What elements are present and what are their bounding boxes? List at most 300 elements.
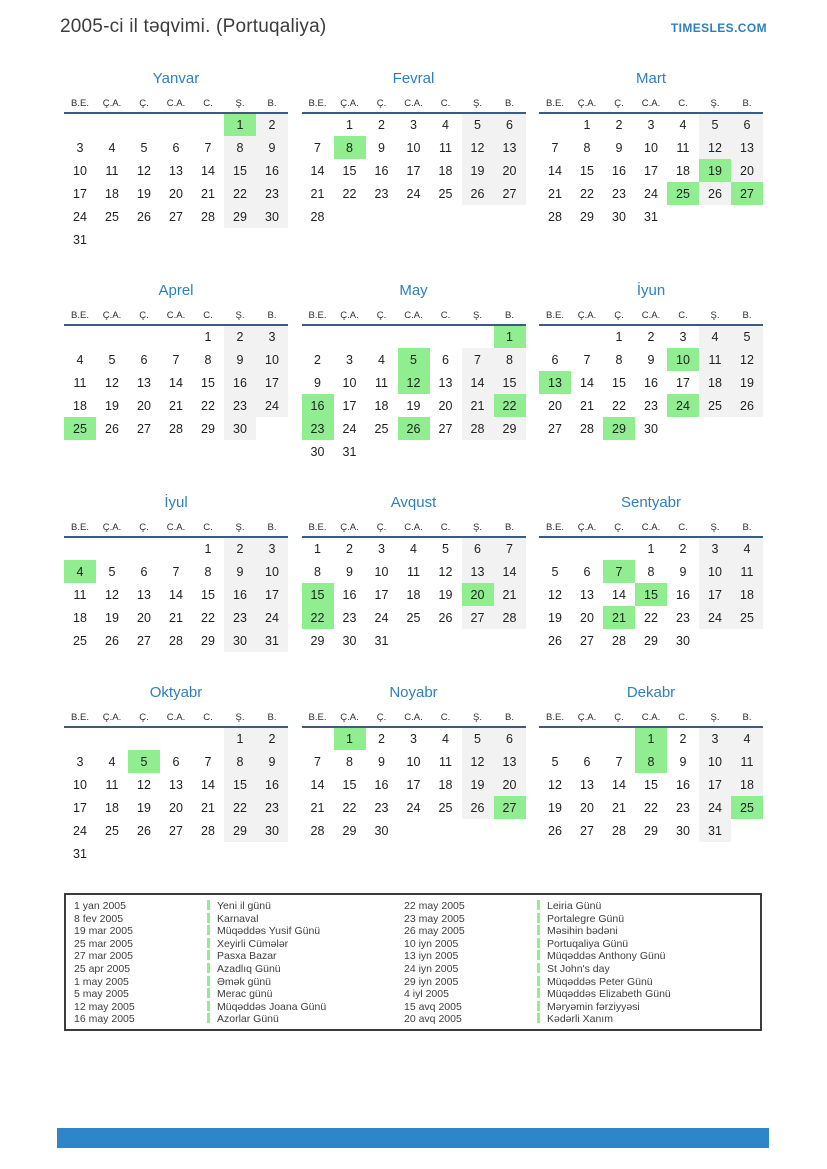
day-cell: 25	[64, 417, 96, 440]
day-cell: 18	[73, 610, 87, 625]
legend-holiday-name: Azorlar Günü	[207, 1013, 404, 1026]
day-cell: 18	[438, 163, 453, 178]
day-cell: 19	[105, 610, 119, 625]
day-cell: 6	[172, 754, 180, 769]
month-i̇yul	[63, 494, 289, 684]
day-cell: 24	[256, 606, 288, 629]
day-cell	[603, 727, 635, 750]
day-cell: 24	[256, 394, 288, 417]
day-cell: 3	[378, 542, 385, 556]
day-cell: 30	[224, 417, 256, 440]
day-cell: 11	[731, 750, 763, 773]
site-link[interactable]: TIMESLES.COM	[670, 21, 767, 35]
weekday-header: B.E.	[302, 708, 334, 727]
weekday-header: B.	[494, 518, 526, 537]
day-cell: 13	[580, 777, 594, 792]
day-cell: 9	[378, 140, 385, 155]
day-cell: 24	[644, 186, 658, 201]
day-cell: 4	[442, 732, 449, 746]
day-cell: 29	[201, 633, 215, 648]
day-cell: 18	[731, 773, 763, 796]
weekday-header: Ç.	[366, 708, 398, 727]
day-cell: 5	[462, 113, 494, 136]
day-cell: 15	[580, 163, 594, 178]
day-cell: 19	[406, 398, 421, 413]
day-cell: 6	[172, 140, 180, 155]
day-cell: 14	[169, 375, 183, 390]
weekday-header: Ç.	[603, 518, 635, 537]
legend-holiday-name: Pasxa Bazar	[207, 950, 404, 963]
day-cell: 24	[374, 610, 389, 625]
day-cell: 8	[647, 564, 655, 579]
day-cell: 12	[548, 587, 562, 602]
day-cell: 27	[731, 182, 763, 205]
month-title: Sentyabr	[620, 494, 682, 511]
day-cell	[603, 537, 635, 560]
day-cell: 5	[731, 325, 763, 348]
day-cell: 2	[378, 118, 385, 132]
month-title: İyul	[164, 494, 188, 511]
day-cell: 17	[644, 163, 658, 178]
day-cell	[256, 228, 288, 251]
day-cell: 26	[699, 182, 731, 205]
day-cell: 4	[76, 352, 84, 367]
day-cell: 15	[224, 773, 256, 796]
day-cell: 14	[548, 163, 562, 178]
weekday-header: Ç.	[603, 306, 635, 325]
month-yanvar	[63, 70, 289, 282]
day-cell: 18	[699, 371, 731, 394]
weekday-header: C.	[430, 708, 462, 727]
holiday-tick-icon	[207, 988, 210, 998]
day-cell: 29	[310, 633, 325, 648]
day-cell: 13	[580, 587, 594, 602]
day-cell: 14	[580, 375, 594, 390]
weekday-header: Ç.	[603, 94, 635, 113]
day-cell: 15	[635, 583, 667, 606]
day-cell: 25	[667, 182, 699, 205]
day-cell: 28	[548, 209, 562, 224]
day-cell: 14	[494, 560, 526, 583]
day-cell: 22	[644, 610, 658, 625]
month-table	[64, 708, 288, 865]
weekday-header: Ş.	[699, 94, 731, 113]
month-title: İyun	[636, 282, 666, 299]
weekday-header: Ş.	[462, 518, 494, 537]
day-cell: 28	[612, 633, 626, 648]
day-cell: 27	[438, 421, 453, 436]
day-cell: 11	[407, 564, 420, 579]
month-title: May	[399, 282, 428, 299]
weekday-header: C.	[667, 306, 699, 325]
day-cell: 10	[73, 777, 87, 792]
legend-date: 25 apr 2005	[74, 962, 131, 975]
day-cell: 16	[676, 777, 690, 792]
legend-holiday-name: Merac günü	[207, 988, 404, 1001]
legend-holiday-name: Müqəddəs Anthony Günü	[537, 950, 752, 963]
day-cell: 6	[140, 352, 148, 367]
legend-date: 23 may 2005	[404, 912, 465, 925]
day-cell	[192, 113, 224, 136]
day-cell: 2	[679, 542, 687, 556]
weekday-header: C.A.	[635, 306, 667, 325]
day-cell: 19	[731, 371, 763, 394]
weekday-header: Ç.A.	[571, 708, 603, 727]
day-cell: 13	[731, 136, 763, 159]
holiday-tick-icon	[537, 1001, 540, 1011]
weekday-header: C.	[192, 94, 224, 113]
day-cell: 16	[676, 587, 690, 602]
day-cell	[366, 205, 398, 228]
day-cell: 22	[201, 398, 215, 413]
month-table	[302, 306, 526, 463]
day-cell: 14	[612, 777, 626, 792]
day-cell: 18	[731, 583, 763, 606]
day-cell	[539, 325, 571, 348]
day-cell: 2	[224, 325, 256, 348]
day-cell: 10	[406, 754, 421, 769]
weekday-header: B.E.	[64, 518, 96, 537]
day-cell: 30	[676, 823, 690, 838]
day-cell: 21	[494, 583, 526, 606]
day-cell: 23	[612, 186, 626, 201]
day-cell: 25	[73, 633, 87, 648]
weekday-header: C.A.	[635, 94, 667, 113]
day-cell: 11	[105, 163, 119, 178]
holiday-tick-icon	[207, 913, 210, 923]
holiday-tick-icon	[537, 976, 540, 986]
day-cell	[64, 113, 96, 136]
day-cell: 9	[224, 560, 256, 583]
legend-date: 27 mar 2005	[74, 950, 133, 963]
day-cell: 4	[679, 118, 687, 132]
weekday-header: Ç.A.	[334, 306, 366, 325]
day-cell: 16	[374, 163, 389, 178]
day-cell: 18	[105, 800, 119, 815]
month-fevral	[301, 70, 527, 282]
day-cell	[366, 325, 398, 348]
day-cell: 10	[699, 750, 731, 773]
month-title: Noyabr	[389, 684, 438, 701]
day-cell: 7	[603, 560, 635, 583]
day-cell: 21	[169, 610, 183, 625]
day-cell: 11	[73, 375, 87, 390]
day-cell: 1	[647, 542, 655, 556]
day-cell	[699, 205, 731, 228]
day-cell: 3	[346, 352, 353, 367]
month-table	[64, 518, 288, 652]
day-cell: 17	[374, 587, 389, 602]
legend-date: 8 fev 2005	[74, 912, 124, 925]
day-cell: 2	[647, 330, 655, 344]
day-cell: 23	[256, 796, 288, 819]
day-cell: 30	[342, 633, 357, 648]
day-cell: 2	[346, 542, 353, 556]
day-cell: 25	[406, 610, 421, 625]
day-cell: 11	[699, 348, 731, 371]
day-cell: 30	[612, 209, 626, 224]
weekday-header: B.	[494, 94, 526, 113]
day-cell: 12	[699, 136, 731, 159]
day-cell: 27	[137, 421, 151, 436]
day-cell: 23	[256, 182, 288, 205]
day-cell: 2	[378, 732, 385, 746]
weekday-header: B.	[731, 94, 763, 113]
day-cell: 22	[224, 796, 256, 819]
day-cell	[494, 629, 526, 652]
weekday-header: C.	[430, 306, 462, 325]
day-cell	[256, 842, 288, 865]
day-cell: 29	[494, 417, 526, 440]
weekday-header: Ş.	[699, 306, 731, 325]
legend-date: 10 iyn 2005	[404, 937, 459, 950]
day-cell: 5	[108, 352, 116, 367]
day-cell: 26	[731, 394, 763, 417]
day-cell	[224, 842, 256, 865]
month-title: Mart	[636, 70, 666, 87]
day-cell: 10	[256, 348, 288, 371]
day-cell: 12	[438, 564, 453, 579]
day-cell: 21	[548, 186, 562, 201]
weekday-header: Ç.A.	[96, 708, 128, 727]
day-cell: 16	[302, 394, 334, 417]
day-cell: 22	[302, 606, 334, 629]
day-cell	[366, 440, 398, 463]
day-cell: 10	[256, 560, 288, 583]
day-cell	[160, 537, 192, 560]
day-cell: 13	[169, 777, 183, 792]
day-cell: 9	[647, 352, 655, 367]
weekday-header: B.	[494, 708, 526, 727]
holiday-tick-icon	[207, 938, 210, 948]
holiday-tick-icon	[207, 963, 210, 973]
day-cell: 17	[406, 163, 421, 178]
day-cell	[160, 325, 192, 348]
day-cell: 15	[201, 375, 215, 390]
day-cell: 26	[462, 796, 494, 819]
day-cell: 25	[438, 800, 453, 815]
day-cell: 2	[314, 352, 321, 367]
weekday-header: C.	[192, 306, 224, 325]
day-cell: 18	[676, 163, 690, 178]
day-cell: 4	[699, 325, 731, 348]
day-cell: 30	[256, 205, 288, 228]
holiday-tick-icon	[207, 900, 210, 910]
day-cell: 21	[580, 398, 594, 413]
day-cell: 19	[548, 610, 562, 625]
day-cell: 27	[580, 823, 594, 838]
day-cell: 28	[201, 209, 215, 224]
day-cell: 23	[374, 186, 389, 201]
day-cell: 27	[494, 182, 526, 205]
day-cell	[160, 842, 192, 865]
day-cell: 29	[644, 823, 658, 838]
weekday-header: Ç.	[366, 518, 398, 537]
day-cell: 28	[201, 823, 215, 838]
month-table	[302, 708, 526, 842]
day-cell: 22	[342, 186, 357, 201]
day-cell: 14	[201, 163, 215, 178]
day-cell: 17	[256, 371, 288, 394]
weekday-header: Ç.A.	[96, 94, 128, 113]
day-cell	[667, 417, 699, 440]
day-cell: 3	[410, 118, 417, 132]
day-cell: 1	[635, 727, 667, 750]
weekday-header: Ç.	[128, 518, 160, 537]
day-cell: 8	[224, 750, 256, 773]
day-cell: 15	[302, 583, 334, 606]
day-cell	[224, 228, 256, 251]
day-cell: 14	[612, 587, 626, 602]
day-cell: 4	[731, 727, 763, 750]
day-cell: 8	[204, 352, 212, 367]
day-cell: 16	[224, 371, 256, 394]
holiday-tick-icon	[207, 976, 210, 986]
day-cell: 1	[204, 330, 212, 344]
month-title: Avqust	[390, 494, 437, 511]
day-cell: 19	[462, 159, 494, 182]
day-cell: 9	[314, 375, 321, 390]
day-cell: 6	[494, 113, 526, 136]
day-cell: 3	[256, 325, 288, 348]
day-cell: 22	[580, 186, 594, 201]
day-cell: 7	[314, 140, 321, 155]
month-mart	[538, 70, 764, 282]
day-cell	[430, 205, 462, 228]
weekday-header: Ç.	[128, 708, 160, 727]
day-cell: 25	[105, 823, 119, 838]
page-title: 2005-ci il təqvimi. (Portuqaliya)	[60, 16, 327, 37]
day-cell: 20	[137, 610, 151, 625]
day-cell	[64, 727, 96, 750]
day-cell: 12	[731, 348, 763, 371]
day-cell: 21	[201, 800, 215, 815]
legend-date: 24 iyn 2005	[404, 962, 459, 975]
day-cell: 18	[438, 777, 453, 792]
day-cell: 26	[548, 633, 562, 648]
day-cell: 23	[374, 800, 389, 815]
day-cell: 15	[494, 371, 526, 394]
day-cell: 26	[137, 823, 151, 838]
day-cell: 5	[699, 113, 731, 136]
day-cell: 3	[410, 732, 417, 746]
day-cell: 21	[612, 800, 626, 815]
day-cell	[571, 727, 603, 750]
day-cell: 17	[676, 375, 690, 390]
day-cell: 26	[398, 417, 430, 440]
day-cell: 4	[378, 352, 385, 367]
day-cell: 1	[346, 118, 353, 132]
day-cell	[334, 205, 366, 228]
legend-holiday-name: Kədərli Xanım	[537, 1013, 752, 1026]
day-cell: 8	[224, 136, 256, 159]
day-cell: 13	[462, 560, 494, 583]
day-cell: 3	[699, 537, 731, 560]
weekday-header: B.	[731, 708, 763, 727]
day-cell: 31	[73, 232, 87, 247]
weekday-header: C.A.	[160, 306, 192, 325]
day-cell: 17	[73, 186, 87, 201]
weekday-header: C.A.	[160, 518, 192, 537]
day-cell: 2	[679, 732, 687, 746]
day-cell: 13	[438, 375, 453, 390]
month-table	[539, 518, 763, 652]
month-dekabr	[538, 684, 764, 865]
day-cell: 12	[398, 371, 430, 394]
day-cell: 10	[644, 140, 658, 155]
holiday-tick-icon	[537, 1013, 540, 1023]
weekday-header: Ş.	[699, 518, 731, 537]
day-cell: 3	[679, 330, 687, 344]
weekday-header: Ç.	[603, 708, 635, 727]
day-cell: 31	[73, 846, 87, 861]
day-cell: 11	[73, 587, 87, 602]
legend-holiday-name: Müqəddəs Yusif Günü	[207, 925, 404, 938]
legend-date: 5 may 2005	[74, 988, 129, 1001]
day-cell	[699, 417, 731, 440]
day-cell	[494, 819, 526, 842]
day-cell: 6	[551, 352, 559, 367]
day-cell: 7	[462, 348, 494, 371]
month-title: Aprel	[158, 282, 194, 299]
day-cell: 24	[73, 209, 87, 224]
day-cell: 8	[494, 348, 526, 371]
day-cell: 19	[699, 159, 731, 182]
day-cell: 18	[406, 587, 421, 602]
weekday-header: Ç.	[366, 94, 398, 113]
day-cell: 15	[342, 777, 357, 792]
day-cell: 20	[438, 398, 453, 413]
day-cell: 15	[201, 587, 215, 602]
weekday-header: Ş.	[224, 306, 256, 325]
holiday-tick-icon	[537, 988, 540, 998]
day-cell: 30	[644, 421, 658, 436]
weekday-header: B.E.	[302, 306, 334, 325]
day-cell	[462, 629, 494, 652]
day-cell	[571, 537, 603, 560]
day-cell: 16	[256, 159, 288, 182]
legend-column	[404, 900, 752, 1026]
day-cell: 1	[494, 325, 526, 348]
day-cell: 4	[731, 537, 763, 560]
day-cell: 23	[224, 394, 256, 417]
legend-holiday-name: Yeni il günü	[207, 900, 404, 913]
day-cell	[462, 205, 494, 228]
day-cell	[430, 440, 462, 463]
month-aprel	[63, 282, 289, 494]
day-cell: 13	[169, 163, 183, 178]
day-cell: 7	[551, 140, 559, 155]
weekday-header: B.E.	[539, 518, 571, 537]
day-cell: 10	[374, 564, 389, 579]
holiday-tick-icon	[537, 963, 540, 973]
day-cell	[128, 727, 160, 750]
day-cell	[539, 727, 571, 750]
legend-date: 12 may 2005	[74, 1000, 135, 1013]
day-cell: 24	[73, 823, 87, 838]
day-cell: 24	[406, 186, 421, 201]
day-cell: 7	[204, 754, 212, 769]
day-cell	[96, 325, 128, 348]
day-cell	[302, 113, 334, 136]
day-cell: 25	[105, 209, 119, 224]
day-cell	[96, 113, 128, 136]
day-cell: 28	[169, 421, 183, 436]
weekday-header: B.E.	[539, 94, 571, 113]
day-cell: 23	[224, 606, 256, 629]
weekday-header: C.	[667, 518, 699, 537]
day-cell: 8	[334, 136, 366, 159]
